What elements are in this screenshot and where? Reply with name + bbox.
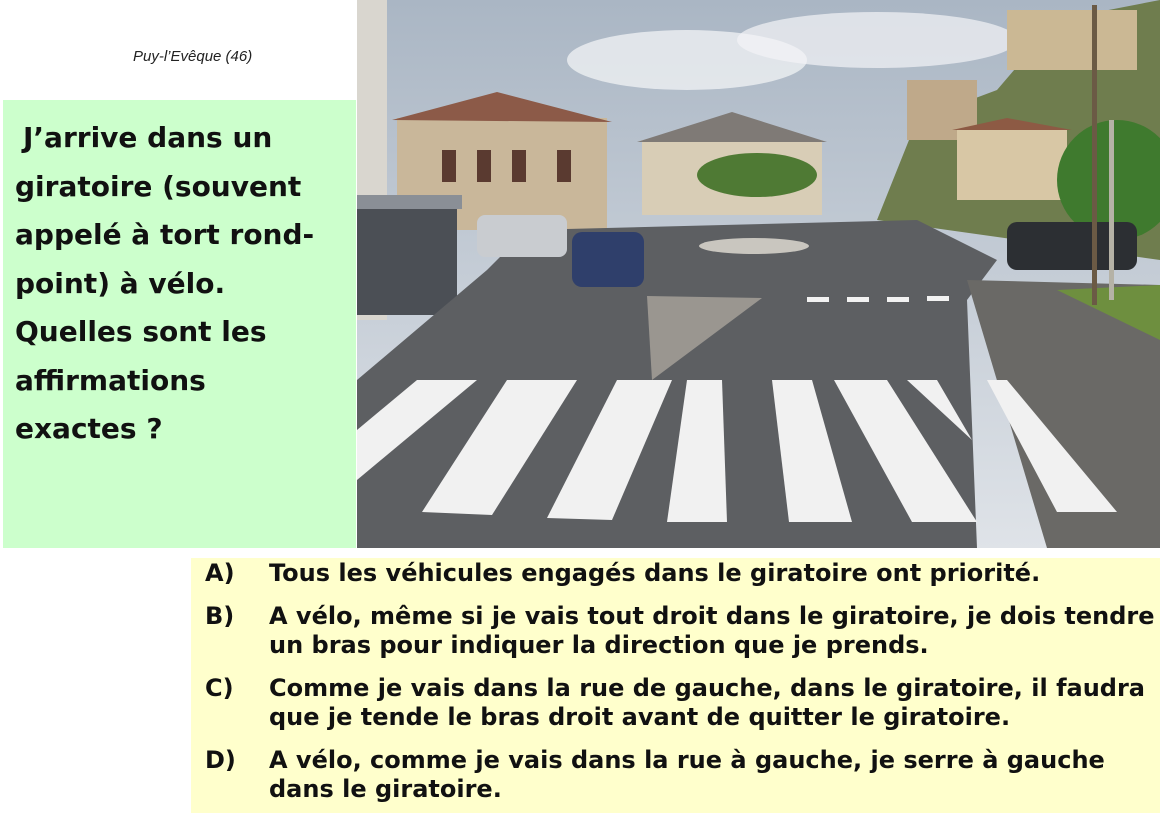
answers-panel [191,558,1160,813]
answer-letter: C) [205,674,234,702]
answer-c[interactable] [205,674,1160,732]
answer-text: Tous les véhicules engagés dans le giratoire ont priorité. [269,559,1041,587]
answer-text: Comme je vais dans la rue de gauche, dans le giratoire, il faudra que je tende le bras droit avant de quitter le giratoire. [269,674,1145,731]
photo-caption: Puy-l’Evêque (46) [133,48,253,65]
answer-a[interactable] [205,559,1160,588]
roundabout-photo [357,0,1160,548]
question-text: J’arrive dans un giratoire (souvent appelé à tort rond- point) à vélo. Quelles sont les affirmations exactes ? [15,121,315,445]
answer-text: A vélo, même si je vais tout droit dans le giratoire, je dois tendre un bras pour indiquer la direction que je prends. [269,602,1155,659]
answer-letter: A) [205,559,235,587]
answer-d[interactable] [205,746,1160,804]
street-photo [357,0,1160,548]
answer-letter: D) [205,746,236,774]
answer-b[interactable] [205,602,1160,660]
answer-text: A vélo, comme je vais dans la rue à gauche, je serre à gauche dans le giratoire. [269,746,1105,803]
answer-letter: B) [205,602,235,630]
question-panel [3,100,356,548]
